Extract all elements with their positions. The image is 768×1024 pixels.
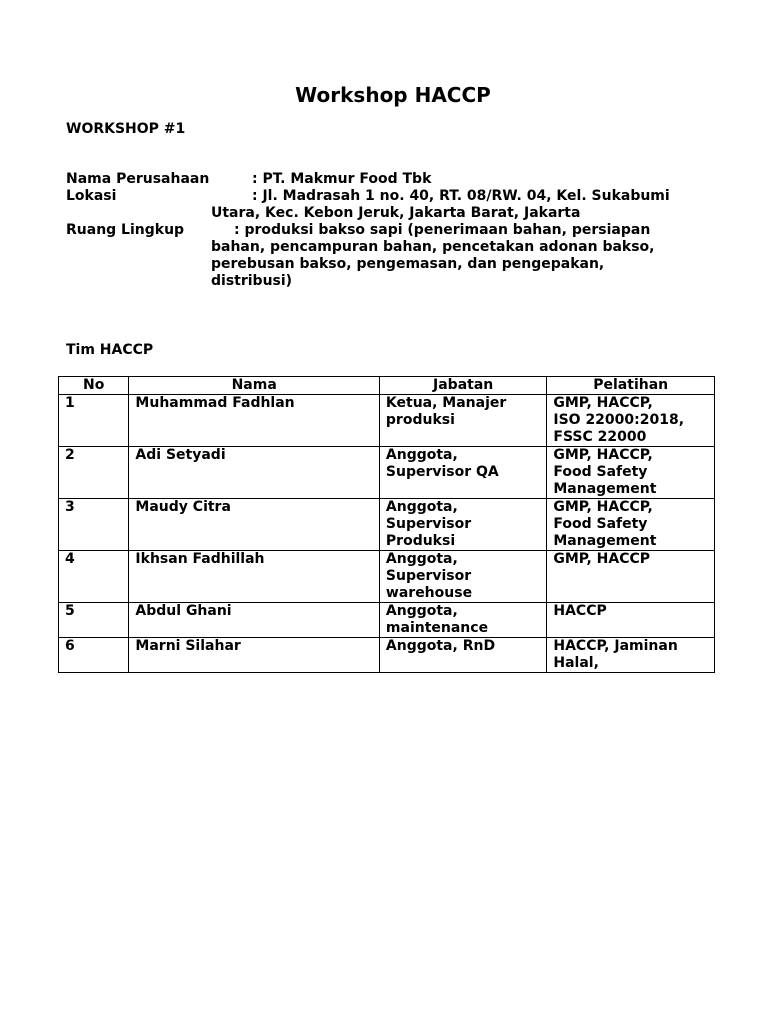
- cell-jabatan-line: Supervisor: [385, 568, 472, 584]
- info-value-company: : PT. Makmur Food Tbk: [252, 171, 432, 187]
- info-row-scope: [66, 222, 736, 290]
- info-value-scope-line3: perebusan bakso, pengemasan, dan pengepakan,: [211, 256, 605, 272]
- cell-jabatan: [379, 551, 546, 603]
- header-nama: Nama: [129, 377, 379, 395]
- cell-pelatihan-line: GMP, HACCP,: [553, 499, 653, 515]
- cell-jabatan: [379, 499, 546, 551]
- cell-jabatan: [379, 395, 546, 447]
- cell-pelatihan: [547, 395, 715, 447]
- header-jabatan: Jabatan: [379, 377, 546, 395]
- table-header-row: [59, 377, 715, 395]
- cell-pelatihan: [547, 603, 715, 638]
- cell-no: 4: [59, 551, 129, 603]
- info-row-company: [66, 171, 736, 188]
- cell-pelatihan-line: FSSC 22000: [553, 429, 647, 445]
- table-row: [59, 447, 715, 499]
- cell-jabatan-line: Supervisor: [385, 516, 472, 532]
- cell-jabatan-line: Produksi: [385, 533, 456, 549]
- cell-jabatan-line: produksi: [385, 412, 455, 428]
- cell-nama: Muhammad Fadhlan: [129, 395, 379, 447]
- cell-no: 3: [59, 499, 129, 551]
- cell-nama: Adi Setyadi: [129, 447, 379, 499]
- table-row: [59, 603, 715, 638]
- cell-pelatihan: [547, 447, 715, 499]
- cell-pelatihan-line: Management: [553, 481, 657, 497]
- cell-no: 5: [59, 603, 129, 638]
- cell-no: 2: [59, 447, 129, 499]
- cell-jabatan: [379, 638, 546, 673]
- table-row: [59, 638, 715, 673]
- cell-pelatihan-line: GMP, HACCP,: [553, 395, 653, 411]
- cell-pelatihan-line: GMP, HACCP,: [553, 447, 653, 463]
- cell-no: 6: [59, 638, 129, 673]
- header-no: No: [59, 377, 129, 395]
- cell-jabatan-line: Anggota,: [385, 551, 458, 567]
- workshop-label: WORKSHOP #1: [66, 121, 186, 137]
- info-key-company: Nama Perusahaan: [66, 171, 210, 187]
- info-key-location: Lokasi: [66, 188, 117, 204]
- info-key-scope: Ruang Lingkup: [66, 222, 185, 238]
- cell-no: 1: [59, 395, 129, 447]
- cell-jabatan-line: Anggota,: [385, 603, 458, 619]
- cell-pelatihan: [547, 638, 715, 673]
- table-row: [59, 499, 715, 551]
- info-value-scope-line4: distribusi): [211, 273, 293, 289]
- info-value-location-line2: Utara, Kec. Kebon Jeruk, Jakarta Barat, Jakarta: [211, 205, 581, 221]
- cell-pelatihan-line: Halal,: [553, 655, 599, 671]
- cell-jabatan-line: Anggota,: [385, 447, 458, 463]
- table-row: [59, 551, 715, 603]
- cell-jabatan-line: Anggota,: [385, 499, 458, 515]
- cell-pelatihan-line: ISO 22000:2018,: [553, 412, 685, 428]
- cell-pelatihan-line: GMP, HACCP: [553, 551, 651, 567]
- cell-jabatan-line: maintenance: [385, 620, 489, 636]
- cell-nama: Ikhsan Fadhillah: [129, 551, 379, 603]
- cell-jabatan-line: Supervisor QA: [385, 464, 499, 480]
- cell-pelatihan: [547, 499, 715, 551]
- cell-jabatan: [379, 603, 546, 638]
- cell-pelatihan: [547, 551, 715, 603]
- cell-pelatihan-line: HACCP: [553, 603, 607, 619]
- cell-nama: Maudy Citra: [129, 499, 379, 551]
- team-label: Tim HACCP: [66, 342, 154, 358]
- info-value-scope-line1: : produksi bakso sapi (penerimaan bahan, persiapan: [234, 222, 651, 238]
- cell-jabatan: [379, 447, 546, 499]
- cell-pelatihan-line: Food Safety: [553, 464, 648, 480]
- table-row: [59, 395, 715, 447]
- cell-nama: Marni Silahar: [129, 638, 379, 673]
- company-info-block: [66, 171, 736, 290]
- info-value-scope-line2: bahan, pencampuran bahan, pencetakan adonan bakso,: [211, 239, 655, 255]
- cell-pelatihan-line: HACCP, Jaminan: [553, 638, 678, 654]
- info-row-location: [66, 188, 736, 222]
- haccp-team-table: [58, 376, 715, 673]
- header-pelatihan: Pelatihan: [547, 377, 715, 395]
- cell-jabatan-line: warehouse: [385, 585, 473, 601]
- cell-pelatihan-line: Food Safety: [553, 516, 648, 532]
- cell-nama: Abdul Ghani: [129, 603, 379, 638]
- cell-jabatan-line: Anggota, RnD: [385, 638, 496, 654]
- cell-jabatan-line: Ketua, Manajer: [385, 395, 507, 411]
- document-title: Workshop HACCP: [295, 83, 491, 107]
- info-value-location-line1: : Jl. Madrasah 1 no. 40, RT. 08/RW. 04, Kel. Sukabumi: [252, 188, 670, 204]
- cell-pelatihan-line: Management: [553, 533, 657, 549]
